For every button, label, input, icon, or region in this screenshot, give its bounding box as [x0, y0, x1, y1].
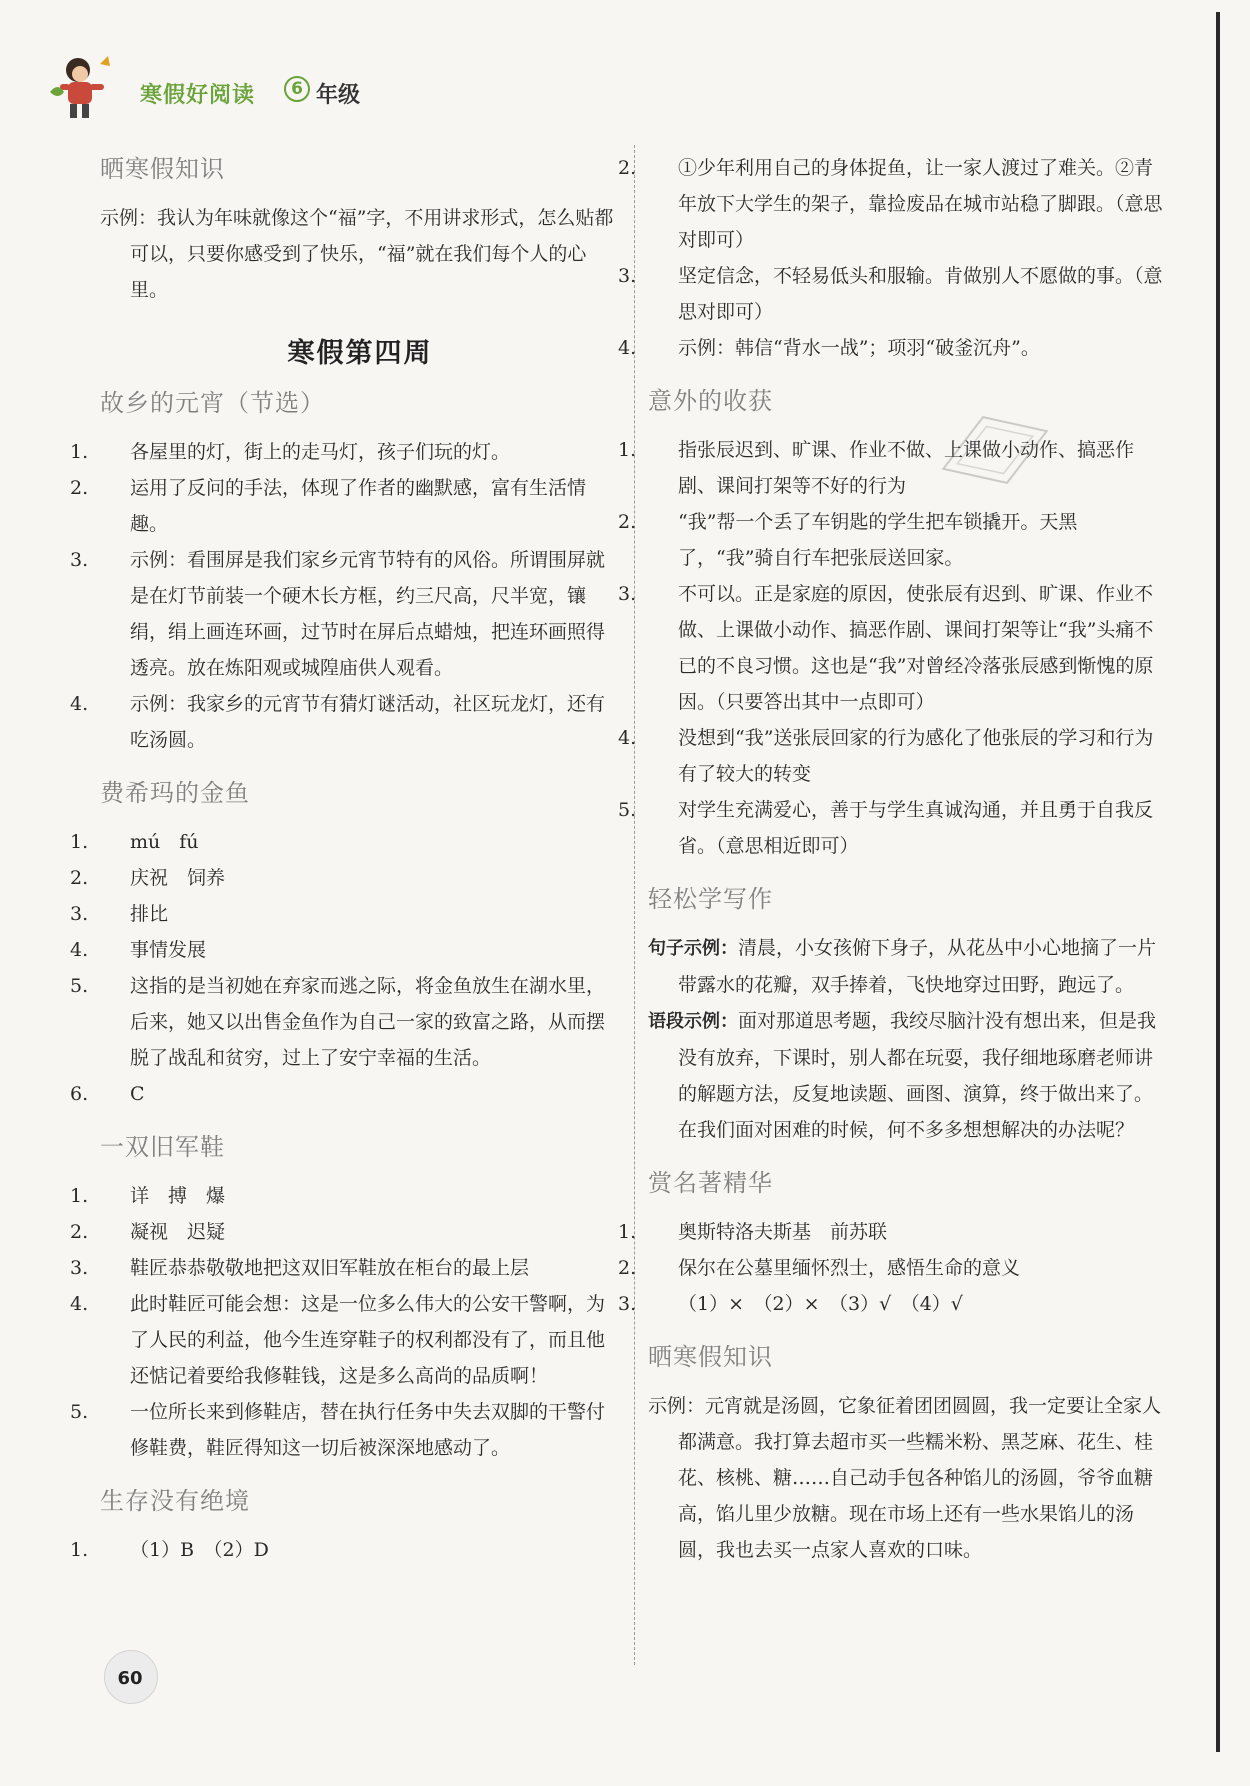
- section-title: 意外的收获: [648, 387, 773, 415]
- series-title: 寒假好阅读: [140, 83, 256, 108]
- answer-item: 1. 指张辰迟到、旷课、作业不做、上课做小动作、搞恶作剧、课间打架等不好的行为: [618, 439, 1135, 497]
- answer-list: [70, 1178, 620, 1466]
- right-column: [618, 150, 1168, 1568]
- answer-item: 3. 坚定信念，不轻易低头和服输。肯做别人不愿做的事。（意思对即可）: [618, 265, 1163, 323]
- page-header: [44, 52, 444, 122]
- section-title: 轻松学写作: [648, 885, 773, 913]
- example-label: 语段示例：: [648, 1011, 738, 1032]
- answer-item: 3. 不可以。正是家庭的原因，使张辰有迟到、旷课、作业不做、上课做小动作、搞恶作剧、课间打架等让“我”头痛不已的不良习惯。这也是“我”对曾经冷落张辰感到惭愧的原因。（只要答出其中一点即可）: [618, 583, 1154, 713]
- page-edge-shadow: [1216, 12, 1220, 1752]
- column-divider: [634, 145, 635, 1665]
- answer-item: 2. 保尔在公墓里缅怀烈士，感悟生命的意义: [618, 1257, 1021, 1279]
- answer-item: 2. 运用了反问的手法，体现了作者的幽默感，富有生活情趣。: [70, 477, 587, 535]
- section-title: 故乡的元宵（节选）: [100, 389, 325, 417]
- sentence-example: 句子示例：清晨，小女孩俯下身子，从花丛中小心地摘了一片带露水的花瓣，双手捧着，飞快地穿过田野，跑远了。: [648, 937, 1157, 996]
- answer-item: 3. 鞋匠恭恭敬敬地把这双旧军鞋放在柜台的最上层: [70, 1257, 530, 1279]
- answer-item: 1. 详 搏 爆: [70, 1185, 226, 1207]
- mascot-illustration: [44, 52, 124, 124]
- answer-item: 4. 示例：韩信“背水一战”；项羽“破釜沉舟”。: [618, 337, 1040, 359]
- page-number: 60: [117, 1668, 143, 1689]
- left-column: [70, 150, 620, 1568]
- answer-list: [70, 1532, 620, 1568]
- answer-item: 2. ①少年利用自己的身体捉鱼，让一家人渡过了难关。②青年放下大学生的架子，靠捡废品在城市站稳了脚跟。（意思对即可）: [618, 157, 1163, 251]
- answer-item: 3. 排比: [70, 903, 169, 925]
- answer-item: 1. （1）B （2）D: [70, 1539, 269, 1561]
- answer-item: 5. 这指的是当初她在弃家而逃之际，将金鱼放生在湖水里，后来，她又以出售金鱼作为自己一家的致富之路，从而摆脱了战乱和贫穷，过上了安宁幸福的生活。: [70, 975, 606, 1069]
- answer-item: 4. 事情发展: [70, 939, 207, 961]
- paragraph-example: 语段示例：面对那道思考题，我绞尽脑汁没有想出来，但是我没有放弃，下课时，别人都在玩耍，我仔细地琢磨老师讲的解题方法，反复地读题、画图、演算，终于做出来了。在我们面对困难的时候，何不多多想想解决的办法呢？: [648, 1010, 1157, 1141]
- week-title: 寒假第四周: [287, 338, 433, 369]
- answer-list: [618, 432, 1168, 864]
- answer-paragraph: 示例：元宵就是汤圆，它象征着团团圆圆，我一定要让全家人都满意。我打算去超市买一些糯米粉、黑芝麻、花生、桂花、核桃、糖……自己动手包各种馅儿的汤圆，爷爷血糖高，馅儿里少放糖。现在市场上还有一些水果馅儿的汤圆，我也去买一点家人喜欢的口味。: [648, 1395, 1162, 1561]
- answer-item: 3. 示例：看围屏是我们家乡元宵节特有的风俗。所谓围屏就是在灯节前装一个硬木长方框，约三尺高，尺半宽，镶绢，绢上画连环画，过节时在屏后点蜡烛，把连环画照得透亮。放在炼阳观或城隍庙供人观看。: [70, 549, 606, 679]
- example-label: 句子示例：: [648, 938, 738, 959]
- answer-item: 1. mú fú: [70, 831, 199, 853]
- section-title: 生存没有绝境: [100, 1487, 250, 1515]
- answer-list: [618, 1214, 1168, 1322]
- answer-item: 5. 一位所长来到修鞋店，替在执行任务中失去双脚的干警付修鞋费，鞋匠得知这一切后被深深地感动了。: [70, 1401, 606, 1459]
- section-title: 晒寒假知识: [100, 155, 225, 183]
- answer-item: 3. （1）× （2）× （3）√ （4）√: [618, 1293, 963, 1315]
- answer-item: 4. 此时鞋匠可能会想：这是一位多么伟大的公安干警啊，为了人民的利益，他今生连穿鞋子的权利都没有了，而且他还惦记着要给我修鞋钱，这是多么高尚的品质啊！: [70, 1293, 606, 1387]
- answer-item: 4. 示例：我家乡的元宵节有猜灯谜活动，社区玩龙灯，还有吃汤圆。: [70, 693, 606, 751]
- page-number-badge: [104, 1650, 158, 1704]
- answer-item: 2. 庆祝 饲养: [70, 867, 226, 889]
- answer-list: [618, 150, 1168, 366]
- answer-item: 1. 奥斯特洛夫斯基 前苏联: [618, 1221, 888, 1243]
- answer-list: [70, 824, 620, 1112]
- section-title: 赏名著精华: [648, 1169, 773, 1197]
- answer-item: 5. 对学生充满爱心，善于与学生真诚沟通，并且勇于自我反省。（意思相近即可）: [618, 799, 1154, 857]
- section-title: 一双旧军鞋: [100, 1133, 225, 1161]
- answer-paragraph: 示例：我认为年味就像这个“福”字，不用讲求形式，怎么贴都可以，只要你感受到了快乐，“福”就在我们每个人的心里。: [100, 207, 614, 301]
- answer-item: 2. 凝视 迟疑: [70, 1221, 226, 1243]
- grade-label: 年级: [316, 83, 361, 108]
- section-title: 费希玛的金鱼: [100, 779, 250, 807]
- answer-item: 4. 没想到“我”送张辰回家的行为感化了他张辰的学习和行为有了较大的转变: [618, 727, 1154, 785]
- grade-number: 6: [284, 76, 310, 102]
- section-title: 晒寒假知识: [648, 1343, 773, 1371]
- answer-item: 1. 各屋里的灯，街上的走马灯，孩子们玩的灯。: [70, 441, 511, 463]
- answer-item: 2. “我”帮一个丢了车钥匙的学生把车锁撬开。天黑了，“我”骑自行车把张辰送回家。: [618, 511, 1078, 569]
- answer-list: [70, 434, 620, 758]
- answer-item: 6. C: [70, 1083, 145, 1105]
